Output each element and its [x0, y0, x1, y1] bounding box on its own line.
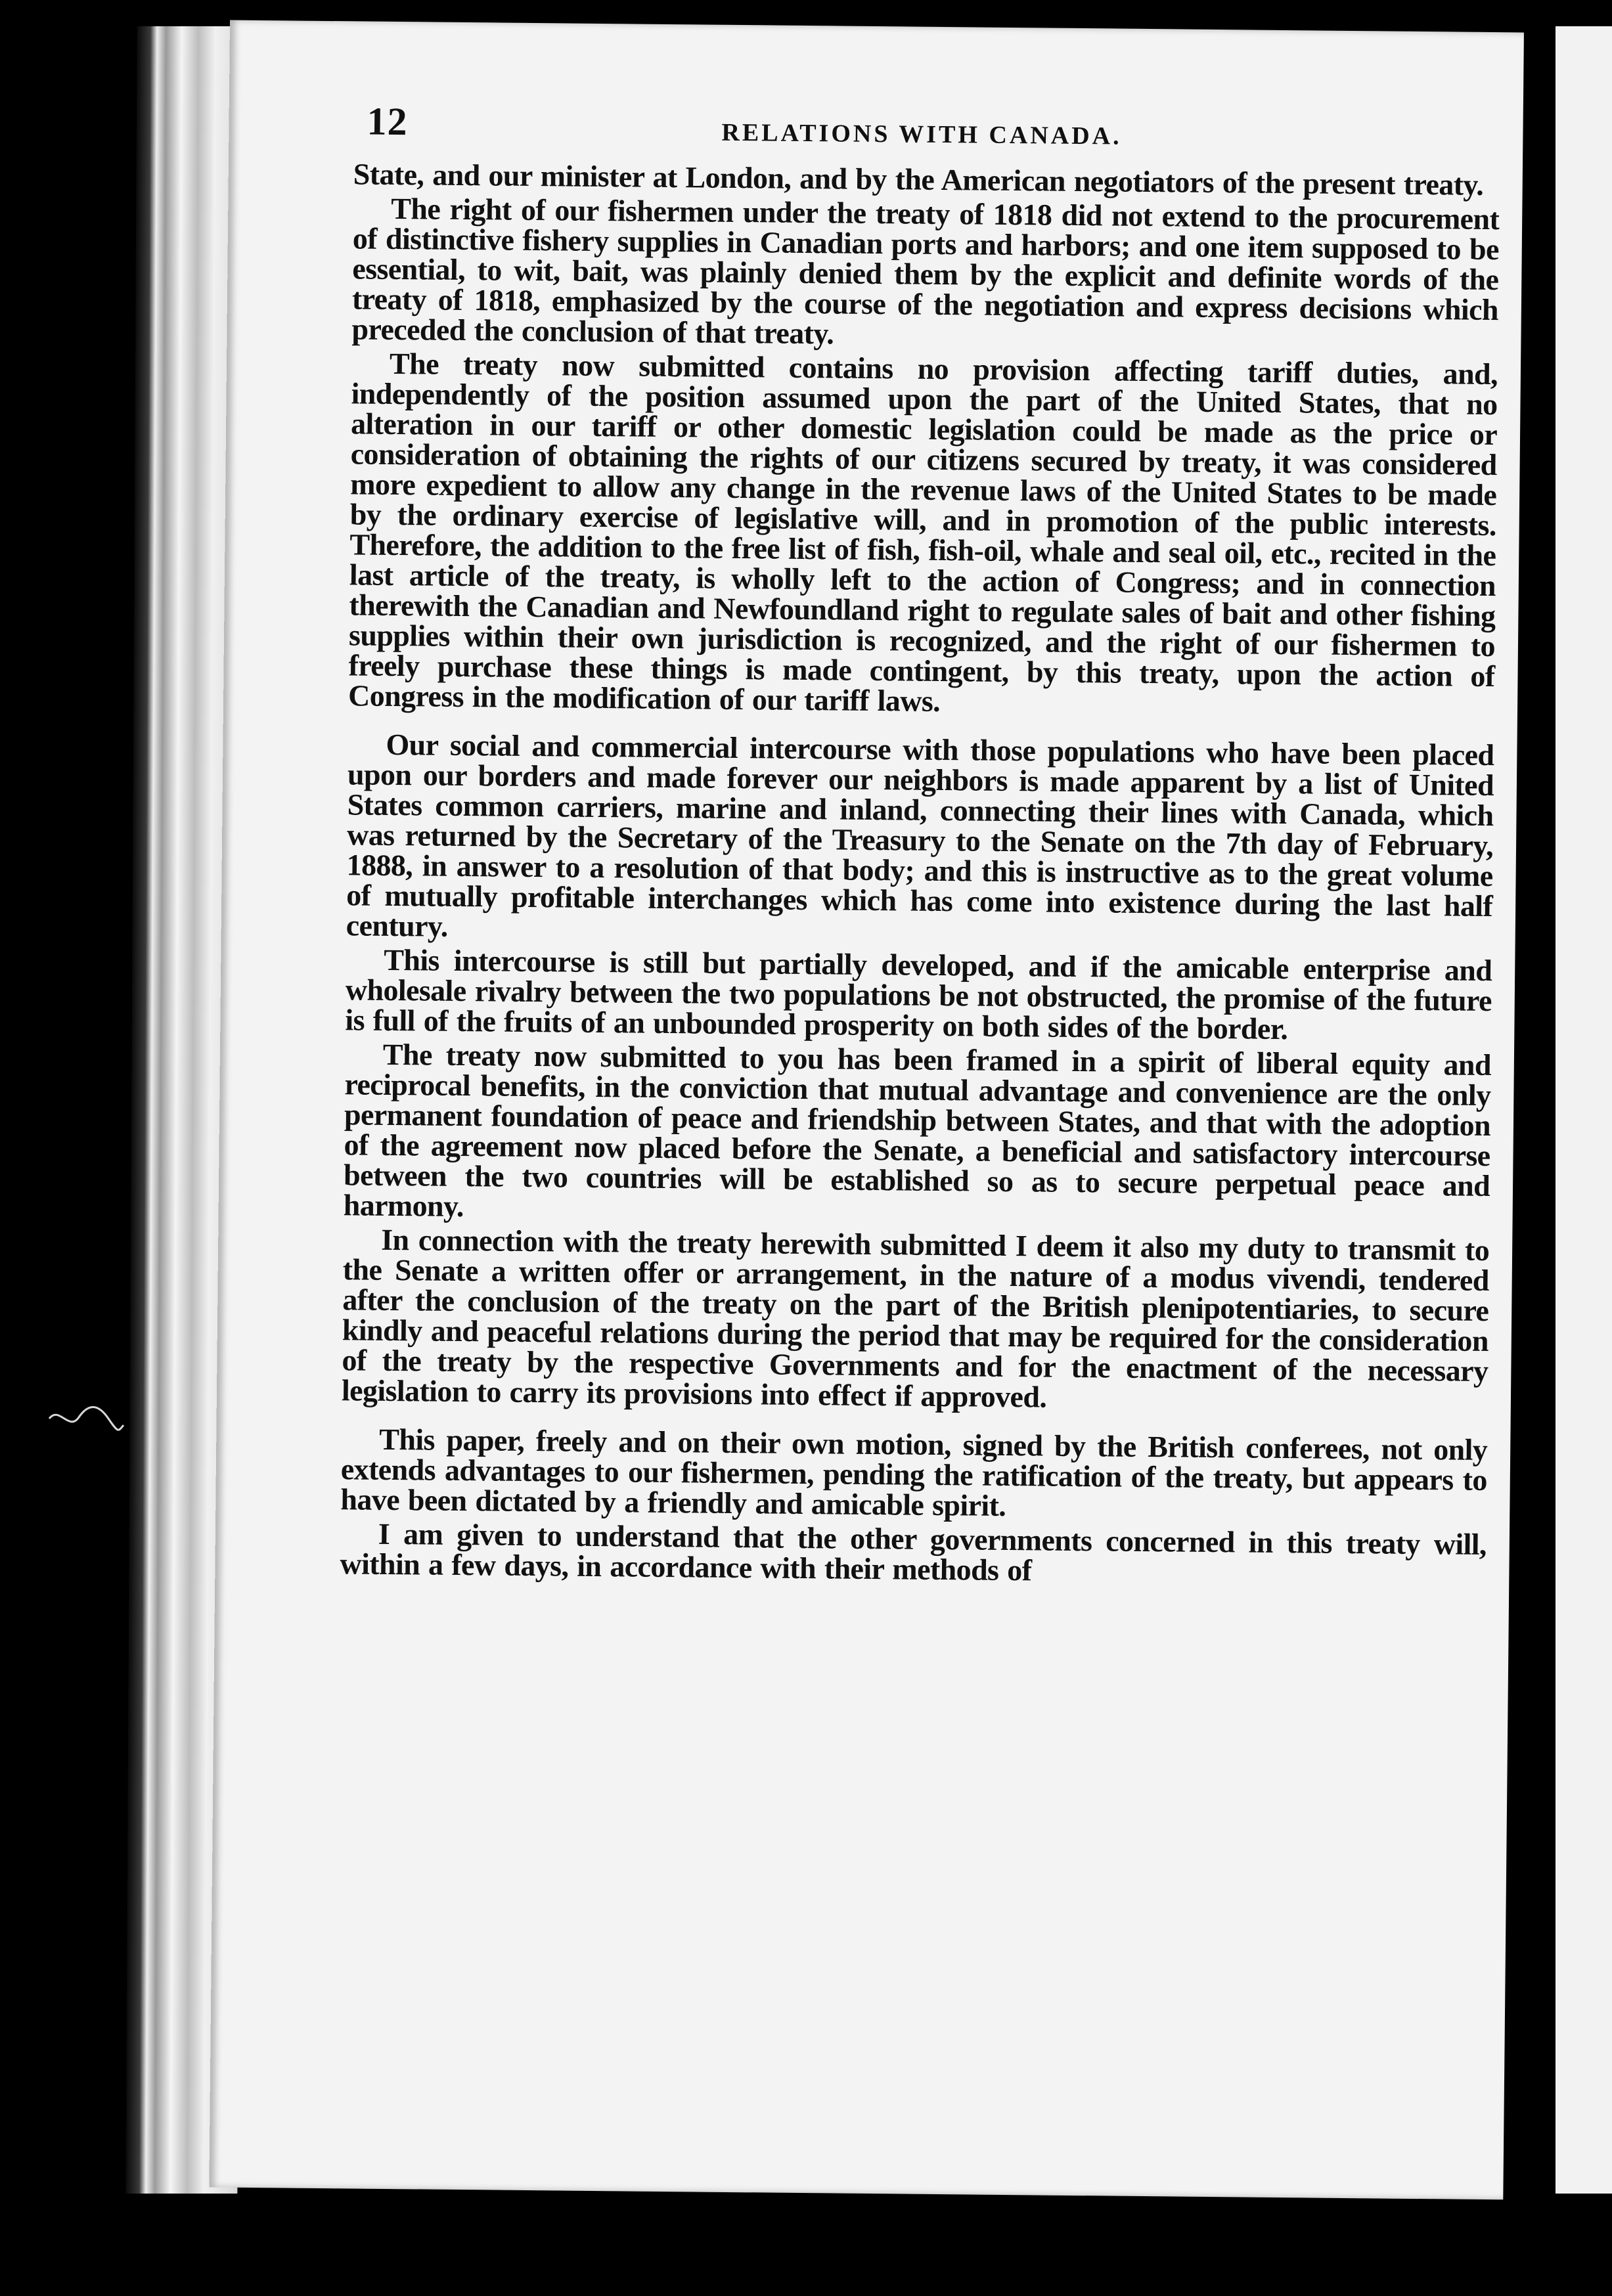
paragraph: I am given to understand that the other governments concerned in this treaty will, within a few days, in accordance with their methods of	[340, 1516, 1487, 1587]
paragraph: This paper, freely and on their own motion, signed by the British conferees, not only extends advantages to our fishermen, pending the ratification of the treaty, but appears to have been dictated by a friendly and amicable spirit.	[340, 1422, 1488, 1522]
body-text	[340, 159, 1500, 1594]
facing-page-edge	[1556, 26, 1612, 2194]
scan-bottom-margin	[0, 2207, 1612, 2296]
paragraph: The treaty now submitted contains no provision affecting tariff duties, and, independently of the position assumed upon the part of the United States, that no alteration in our tariff or other domestic legislation could be made as the price or consideration of obtaining the rights of our citizens secured by treaty, it was considered more expedient to allow any change in the revenue laws of the United States to be made by the ordinary exercise of legislative will, and in promotion of the public interests. Therefore, the addition to the free list of fish, fish-oil, whale and seal oil, etc., recited in the last article of the treaty, is wholly left to the action of Congress; and in connection therewith the Canadian and Newfoundland right to regulate sales of bait and other fishing supplies within their own jurisdiction is recognized, and the right of our fishermen to freely purchase these things is made contingent, by this treaty, upon the action of Congress in the modification of our tariff laws.	[347, 346, 1498, 718]
page-margin-scratch-mark	[46, 1399, 125, 1438]
paragraph: Our social and commercial intercourse with those populations who have been placed upon our borders and made forever our neighbors is made apparent by a list of United States common carriers, marine and inland, connecting their lines with Canada, which was returned by the Secretary of the Treasury to the Senate on the 7th day of February, 1888, in answer to a resolution of that body; and this is instructive as to the great volume of mutually profitable interchanges which has come into existence during the last half century.	[346, 727, 1494, 943]
paragraph: This intercourse is still but partially developed, and if the amicable enterprise and wholesale rivalry between the two populations be not obstructed, the promise of the future is full of the fruits of an unbounded prosperity on both sides of the border.	[345, 942, 1492, 1046]
paragraph: In connection with the treaty herewith submitted I deem it also my duty to transmit to the Senate a written offer or arrangement, in the nature of a modus vivendi, tendered after the conclusion of the treaty on the part of the British plenipotentiaries, to secure kindly and peaceful relations during the period that may be required for the consideration of the treaty by the respective Governments and for the enactment of the necessary legislation to carry its provisions into effect if approved.	[341, 1222, 1490, 1414]
page-header	[367, 99, 1451, 169]
page-number: 12	[367, 99, 408, 144]
paragraph: The treaty now submitted to you has been framed in a spirit of liberal equity and reciprocal benefits, in the conviction that mutual advantage and convenience are the only permanent foundation of peace and friendship between States, and that with the adoption of the agreement now placed before the Senate, a beneficial and satisfactory intercourse between the two countries will be established so as to secure perpetual peace and harmony.	[343, 1037, 1492, 1224]
document-page	[209, 20, 1524, 2200]
running-head: RELATIONS WITH CANADA.	[721, 118, 1122, 150]
paragraph: The right of our fishermen under the treaty of 1818 did not extend to the procurement of distinctive fishery supplies in Canadian ports and harbors; and one item supposed to be essential, to wit, bait, was plainly denied them by the explicit and definite words of the treaty of 1818, emphasized by the course of the negotiation and express decisions which preceded the conclusion of that treaty.	[351, 191, 1500, 351]
paragraph-continuation: State, and our minister at London, and by the American negotiators of the present treaty.	[353, 157, 1484, 202]
